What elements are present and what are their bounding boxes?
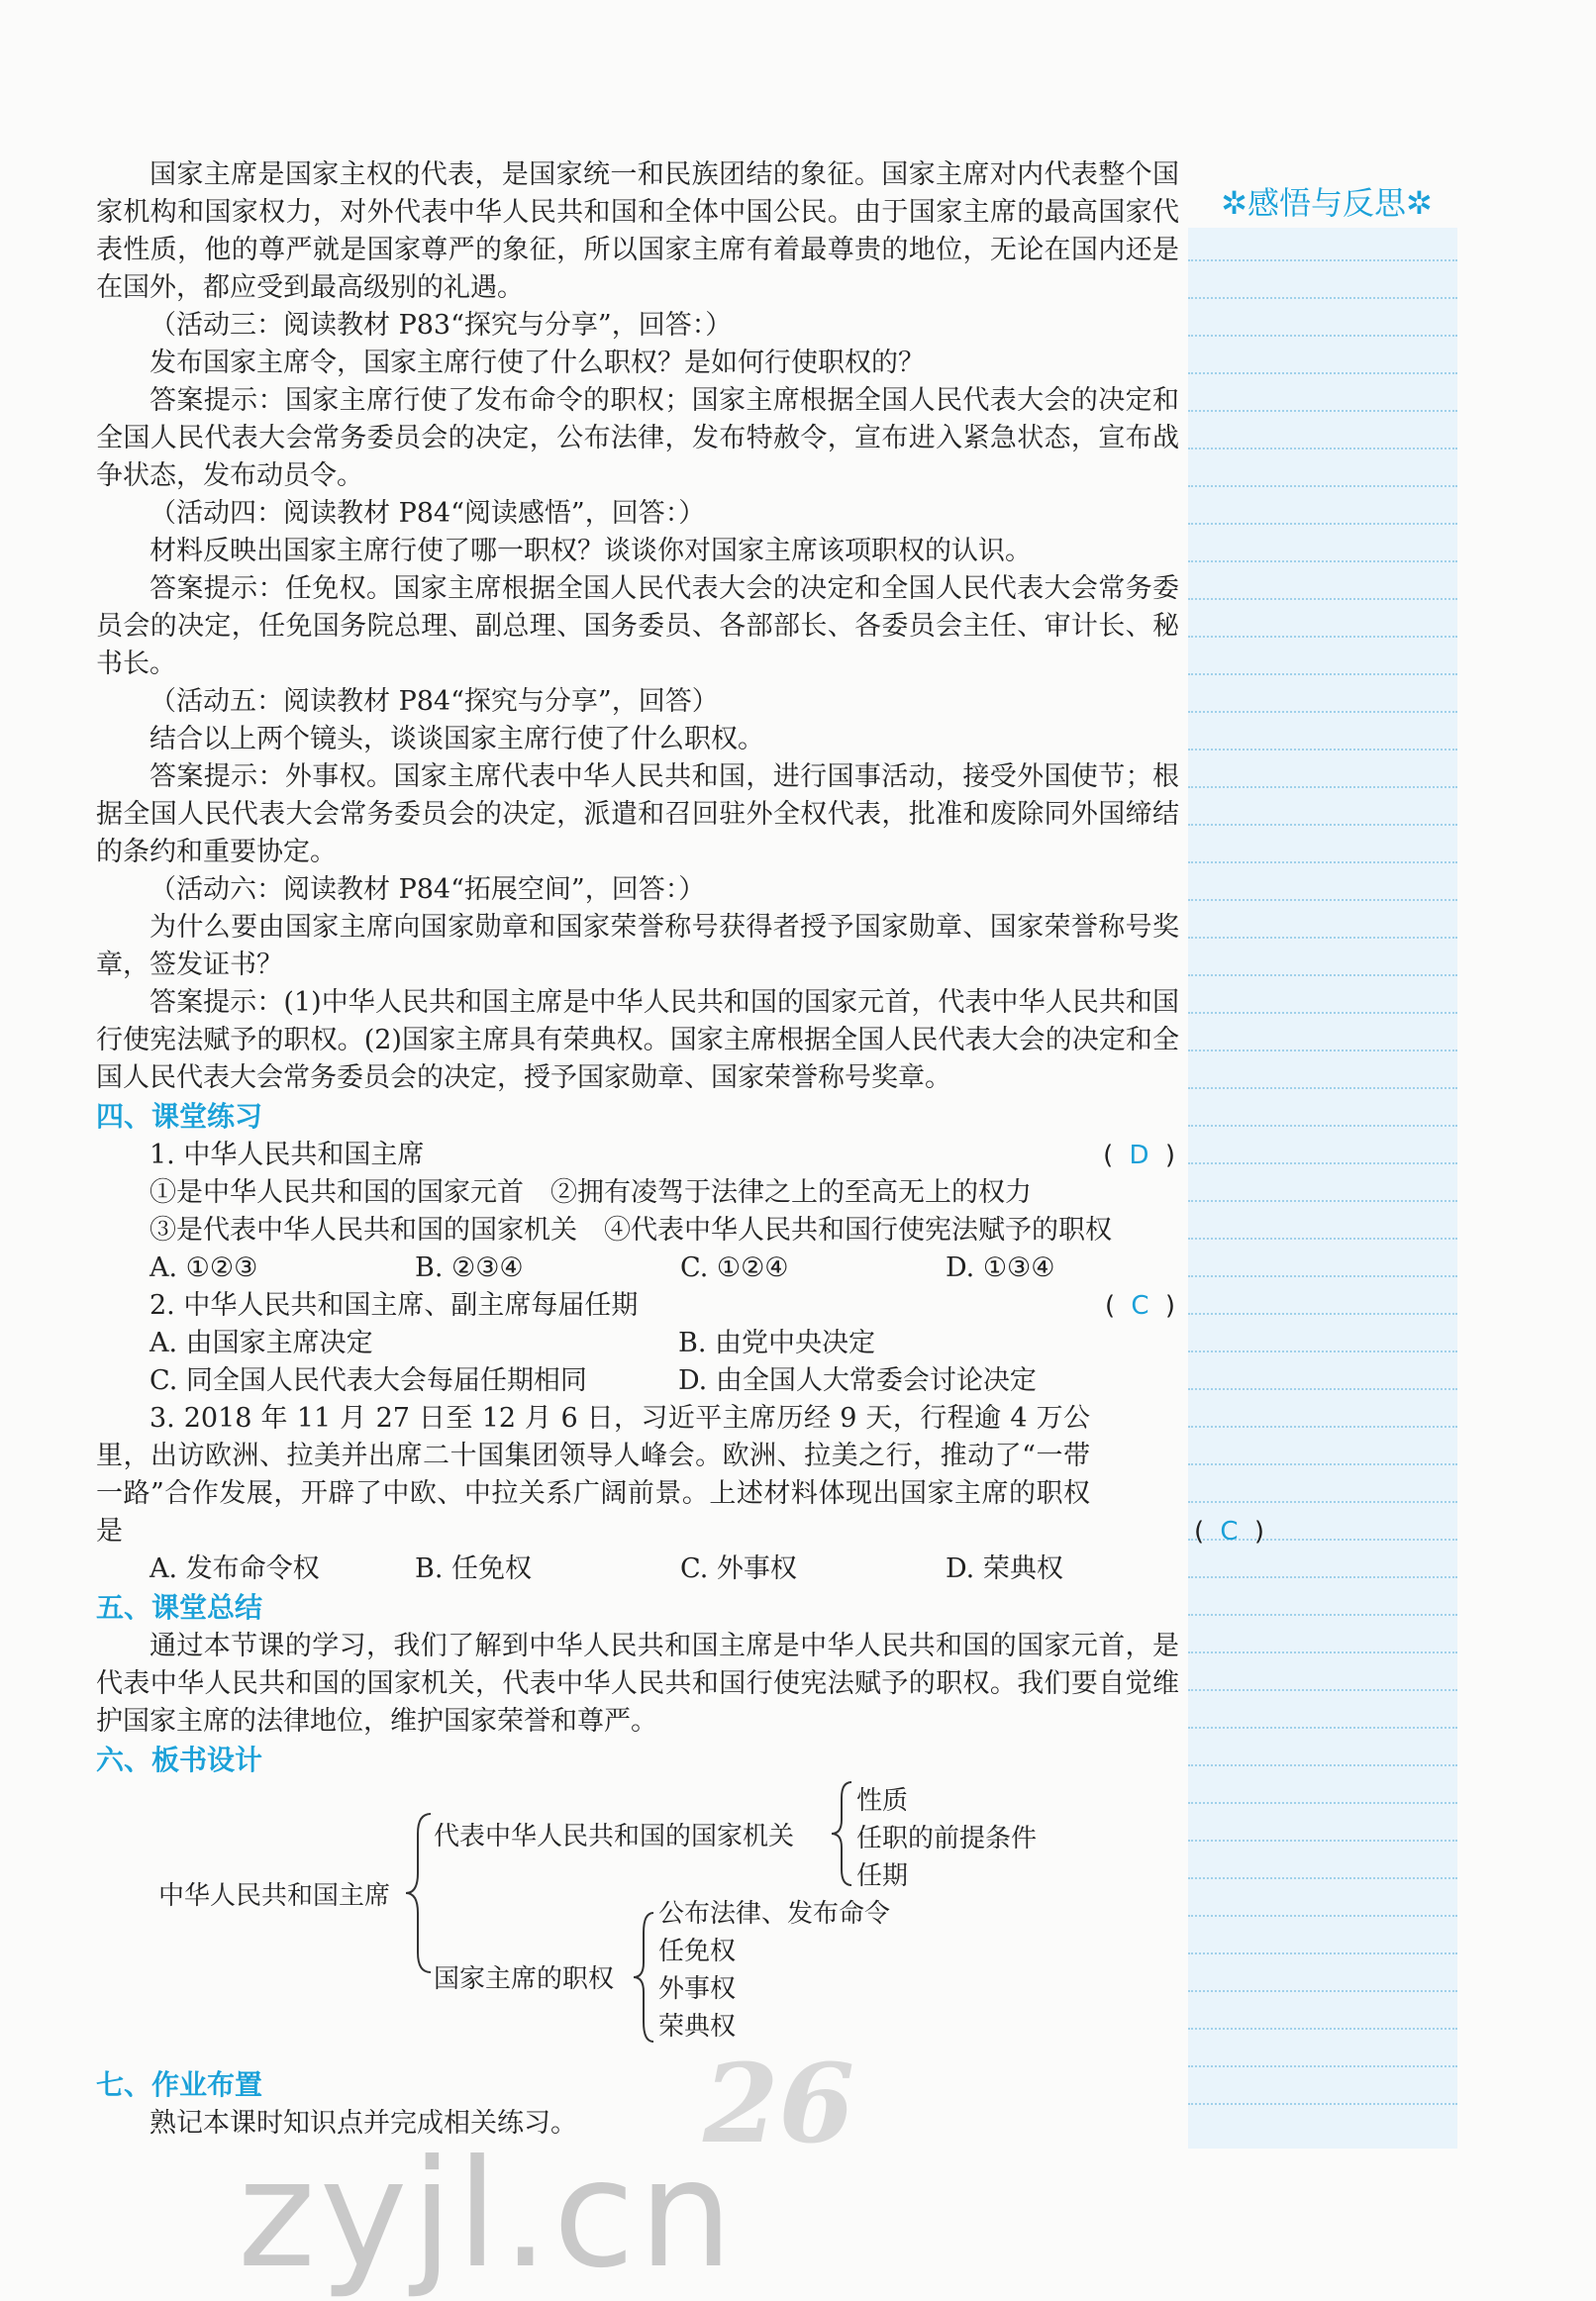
option-b: B. 由党中央决定 bbox=[678, 1328, 876, 1358]
sidebar-rule-line bbox=[1188, 1614, 1457, 1616]
activity-6 bbox=[96, 871, 1179, 1097]
board-branch-2-item: 外事权 bbox=[658, 1974, 737, 2004]
page-number: 26 bbox=[703, 2040, 855, 2167]
activity-3 bbox=[96, 307, 1179, 495]
sidebar-rule-line bbox=[1188, 1840, 1457, 1842]
question-stem-text: 3. 2018 年 11 月 27 日至 12 月 6 日，习近平主席历经 9 天，行程逾 4 万公里，出访欧洲、拉美并出席二十国集团领导人峰会。欧洲、拉美之行，推动了“一带一路”合作发展，开辟了中欧、中拉关系广阔前景。上述材料体现出国家主席的职权是 bbox=[96, 1403, 1090, 1547]
question-2-options-row2 bbox=[96, 1362, 1179, 1400]
answer-letter: C bbox=[1220, 1517, 1243, 1547]
activity-question: 材料反映出国家主席行使了哪一职权？谈谈你对国家主席该项职权的认识。 bbox=[150, 536, 1032, 566]
option-c: C. 外事权 bbox=[680, 1553, 797, 1584]
main-content bbox=[96, 156, 1268, 1780]
activity-4 bbox=[96, 495, 1179, 683]
sidebar-rule-line bbox=[1188, 1915, 1457, 1917]
sidebar-rule-line bbox=[1188, 2028, 1457, 2030]
sidebar-rule-line bbox=[1188, 1651, 1457, 1653]
option-b: B. 任免权 bbox=[415, 1553, 533, 1584]
intro-paragraph: 国家主席是国家主权的代表，是国家统一和民族团结的象征。国家主席对内代表整个国家机构和国家权力，对外代表中华人民共和国和全体中国公民。由于国家主席的最高国家代表性质，他的尊严就是国家尊严的象征，所以国家主席有着最尊贵的地位，无论在国内还是在国外，都应受到最高级别的礼遇。 bbox=[96, 159, 1179, 303]
sidebar-rule-line bbox=[1188, 560, 1457, 562]
sidebar-rule-line bbox=[1188, 1238, 1457, 1240]
activity-heading: （活动六：阅读教材 P84“拓展空间”，回答：） bbox=[150, 874, 706, 905]
option-d: D. ①③④ bbox=[946, 1252, 1055, 1283]
activity-heading: （活动四：阅读教材 P84“阅读感悟”，回答：） bbox=[150, 498, 706, 529]
option-d: D. 荣典权 bbox=[946, 1553, 1063, 1584]
summary-text: 通过本节课的学习，我们了解到中华人民共和国主席是中华人民共和国的国家元首，是代表中华人民共和国的国家机关，代表中华人民共和国行使宪法赋予的职权。我们要自觉维护国家主席的法律地位，维护国家荣誉和尊严。 bbox=[96, 1631, 1179, 1737]
sidebar-rule-line bbox=[1188, 259, 1457, 261]
board-branch-2: 国家主席的职权 bbox=[434, 1964, 615, 1994]
sidebar-rule-line bbox=[1188, 297, 1457, 299]
activity-5 bbox=[96, 683, 1179, 871]
homework-text: 熟记本课时知识点并完成相关练习。 bbox=[150, 2108, 577, 2139]
sidebar-rule-line bbox=[1188, 1501, 1457, 1503]
board-branch-1-item: 性质 bbox=[856, 1786, 909, 1816]
sidebar-rule-line bbox=[1188, 1087, 1457, 1089]
answer-box: ( D ) bbox=[1103, 1141, 1179, 1170]
answer-letter: D bbox=[1129, 1141, 1153, 1170]
section-title-summary: 五、课堂总结 bbox=[96, 1591, 263, 1624]
option-c: C. ①②④ bbox=[680, 1252, 789, 1283]
sidebar-rule-line bbox=[1188, 1275, 1457, 1277]
activity-answer: 答案提示：(1)中华人民共和国主席是中华人民共和国的国家元首，代表中华人民共和国行使宪法赋予的职权。(2)国家主席具有荣典权。国家主席根据全国人民代表大会的决定和全国人民代表大会常务委员会的决定，授予国家勋章、国家荣誉称号奖章。 bbox=[96, 987, 1179, 1093]
sidebar-rule-line bbox=[1188, 598, 1457, 600]
sidebar-rule-line bbox=[1188, 1463, 1457, 1465]
watermark: zyjl.cn bbox=[238, 2129, 738, 2301]
sidebar-rule-line bbox=[1188, 2103, 1457, 2105]
question-1-stem bbox=[96, 1137, 1179, 1174]
sidebar-rule-line bbox=[1188, 1388, 1457, 1390]
activity-question: 结合以上两个镜头，谈谈国家主席行使了什么职权。 bbox=[150, 724, 764, 754]
board-diagram bbox=[158, 1774, 1049, 2061]
option-a: A. 由国家主席决定 bbox=[150, 1328, 373, 1358]
sidebar-rule-line bbox=[1188, 485, 1457, 487]
sidebar-rule-line bbox=[1188, 824, 1457, 826]
section-title-board: 六、板书设计 bbox=[96, 1744, 263, 1776]
sidebar-rule-line bbox=[1188, 974, 1457, 976]
sidebar-rule-line bbox=[1188, 1313, 1457, 1315]
sidebar-rule-line bbox=[1188, 1764, 1457, 1766]
option-a: A. ①②③ bbox=[150, 1252, 258, 1283]
sidebar-rule-line bbox=[1188, 448, 1457, 450]
option-c: C. 同全国人民代表大会每届任期相同 bbox=[150, 1365, 587, 1396]
answer-letter: C bbox=[1131, 1291, 1153, 1321]
sidebar-rule-line bbox=[1188, 1012, 1457, 1014]
question-2-options-row1 bbox=[96, 1325, 1179, 1362]
question-stem-text: 2. 中华人民共和国主席、副主席每届任期 bbox=[150, 1290, 639, 1321]
sidebar-rule-line bbox=[1188, 786, 1457, 788]
question-1-options bbox=[96, 1250, 1179, 1287]
sidebar-rule-line bbox=[1188, 1689, 1457, 1691]
board-branch-2-item: 荣典权 bbox=[658, 2012, 737, 2042]
sidebar-rule-line bbox=[1188, 1200, 1457, 1202]
activity-answer: 答案提示：任免权。国家主席根据全国人民代表大会的决定和全国人民代表大会常务委员会的决定，任免国务院总理、副总理、国务委员、各部部长、各委员会主任、审计长、秘书长。 bbox=[96, 573, 1179, 679]
option-a: A. 发布命令权 bbox=[150, 1553, 320, 1584]
section-title-homework: 七、作业布置 bbox=[96, 2068, 263, 2101]
sidebar-rule-line bbox=[1188, 749, 1457, 750]
board-branch-1: 代表中华人民共和国的国家机关 bbox=[434, 1822, 795, 1851]
sidebar-rule-line bbox=[1188, 1162, 1457, 1164]
board-root: 中华人民共和国主席 bbox=[158, 1881, 391, 1911]
sidebar-rule-line bbox=[1188, 861, 1457, 863]
answer-box: ( C ) bbox=[1105, 1291, 1179, 1321]
sidebar-rule-line bbox=[1188, 899, 1457, 901]
board-branch-1-item: 任职的前提条件 bbox=[856, 1824, 1038, 1853]
activity-question: 为什么要由国家主席向国家勋章和国家荣誉称号获得者授予国家勋章、国家荣誉称号奖章，签发证书？ bbox=[96, 912, 1179, 980]
section-title-practice: 四、课堂练习 bbox=[96, 1100, 263, 1133]
sidebar-rule-line bbox=[1188, 1050, 1457, 1051]
question-3-options bbox=[96, 1551, 1179, 1588]
sidebar-rule-line bbox=[1188, 1426, 1457, 1428]
sidebar-rule-line bbox=[1188, 335, 1457, 337]
activity-question: 发布国家主席令，国家主席行使了什么职权？是如何行使职权的？ bbox=[150, 348, 925, 378]
sidebar-rule-line bbox=[1188, 711, 1457, 713]
question-1-items-line2: ③是代表中华人民共和国的国家机关 ④代表中华人民共和国行使宪法赋予的职权 bbox=[150, 1215, 1112, 1246]
question-3-stem bbox=[96, 1400, 1268, 1551]
sidebar-rule-line bbox=[1188, 673, 1457, 675]
answer-box: ( C ) bbox=[1194, 1517, 1268, 1547]
activity-heading: （活动五：阅读教材 P84“探究与分享”，回答） bbox=[150, 686, 719, 717]
sidebar-rule-line bbox=[1188, 1125, 1457, 1127]
sidebar-rule-line bbox=[1188, 1877, 1457, 1879]
sidebar-rule-line bbox=[1188, 636, 1457, 638]
activity-heading: （活动三：阅读教材 P83“探究与分享”，回答：） bbox=[150, 310, 733, 341]
sidebar-rule-line bbox=[1188, 1802, 1457, 1804]
sidebar-rule-line bbox=[1188, 372, 1457, 374]
sidebar-rule-line bbox=[1188, 1727, 1457, 1729]
option-b: B. ②③④ bbox=[415, 1252, 524, 1283]
sidebar-rule-line bbox=[1188, 937, 1457, 939]
notes-sidebar bbox=[1188, 178, 1457, 2149]
board-branch-2-item: 任免权 bbox=[658, 1937, 737, 1966]
sidebar-rule-line bbox=[1188, 1990, 1457, 1992]
board-branch-2-item: 公布法律、发布命令 bbox=[658, 1899, 891, 1929]
board-branch-1-item: 任期 bbox=[856, 1861, 909, 1891]
option-d: D. 由全国人大常委会讨论决定 bbox=[678, 1365, 1037, 1396]
question-2-stem bbox=[96, 1287, 1179, 1325]
question-stem-text: 1. 中华人民共和国主席 bbox=[150, 1140, 425, 1170]
sidebar-rule-line bbox=[1188, 1351, 1457, 1352]
sidebar-rule-line bbox=[1188, 1576, 1457, 1578]
activity-answer: 答案提示：国家主席行使了发布命令的职权；国家主席根据全国人民代表大会的决定和全国人民代表大会常务委员会的决定，公布法律，发布特赦令，宣布进入紧急状态，宣布战争状态，发布动员令。 bbox=[96, 385, 1179, 491]
sidebar-rule-line bbox=[1188, 2065, 1457, 2067]
sidebar-title: ✲感悟与反思✲ bbox=[1188, 178, 1465, 228]
sidebar-rule-line bbox=[1188, 410, 1457, 412]
activity-answer: 答案提示：外事权。国家主席代表中华人民共和国，进行国事活动，接受外国使节；根据全国人民代表大会常务委员会的决定，派遣和召回驻外全权代表，批准和废除同外国缔结的条约和重要协定。 bbox=[96, 761, 1179, 867]
sidebar-rule-line bbox=[1188, 1952, 1457, 1954]
question-1-items-line1: ①是中华人民共和国的国家元首 ②拥有凌驾于法律之上的至高无上的权力 bbox=[150, 1177, 1032, 1208]
sidebar-rule-line bbox=[1188, 523, 1457, 525]
